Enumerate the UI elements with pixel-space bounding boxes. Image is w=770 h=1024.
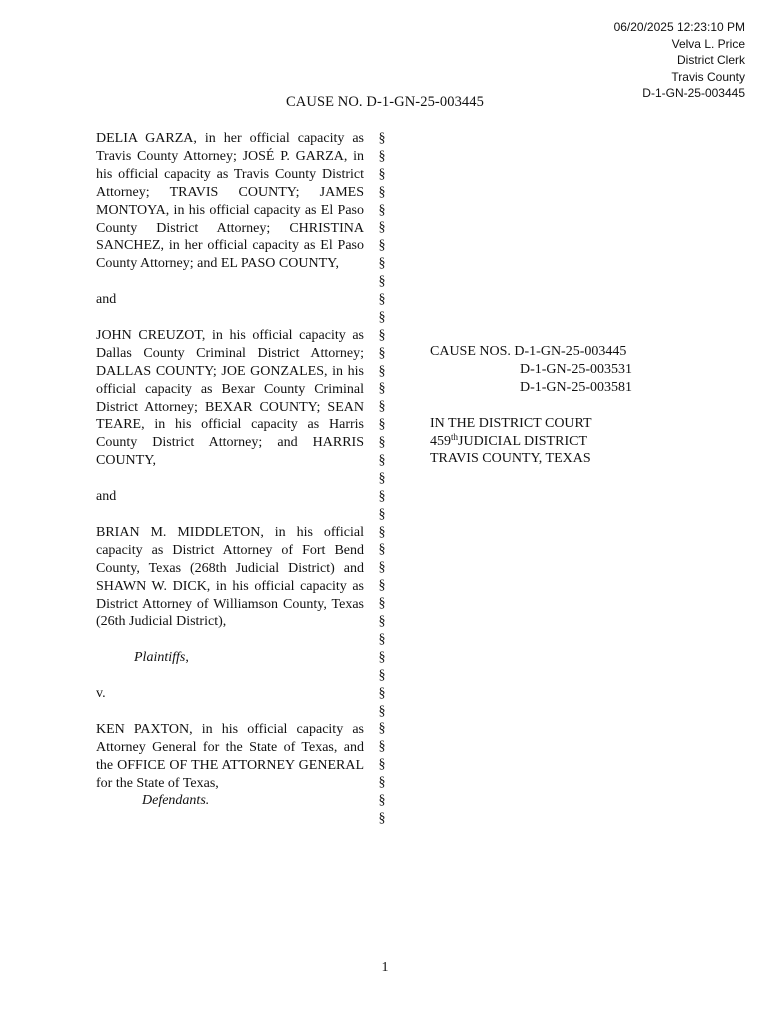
section-symbol: § — [378, 560, 386, 576]
stamp-datetime: 06/20/2025 12:23:10 PM — [613, 20, 745, 34]
section-symbol: § — [378, 721, 386, 737]
plaintiff-group-2: JOHN CREUZOT, in his official capacity as Dallas County Criminal District Attorney; DALLAS COUNTY; JOE GONZALES, in his official capacity as Bexar County Criminal District Attorney; BEXAR COUNTY; SEAN TEARE, in his official capacity as Harris County District Attorney; and HARRIS COUNTY, — [96, 327, 364, 469]
section-symbol: § — [378, 488, 386, 504]
section-symbol: § — [378, 381, 386, 397]
section-symbol: § — [378, 775, 386, 791]
section-symbol: § — [378, 470, 386, 486]
court-county: TRAVIS COUNTY, TEXAS — [430, 451, 591, 467]
plaintiffs-label: Plaintiffs — [134, 650, 186, 666]
section-symbol: § — [378, 524, 386, 540]
section-symbol: § — [378, 810, 386, 826]
section-symbol: § — [378, 220, 386, 236]
section-symbol: § — [378, 614, 386, 630]
section-symbol: § — [378, 256, 386, 272]
court-caption — [430, 343, 660, 468]
stamp-case-number: D-1-GN-25-003445 — [642, 86, 745, 101]
conjunction-and-2: and — [96, 489, 117, 505]
plaintiff-group-1: DELIA GARZA, in her official capacity as Travis County Attorney; JOSÉ P. GARZA, in his official capacity as Travis County District Attorney; TRAVIS COUNTY; JAMES MONTOYA, in his official capacity as El Paso County District Attorney; CHRISTINA SANCHEZ, in her official capacity as El Paso County Attorney; and EL PASO COUNTY, — [96, 131, 364, 272]
section-symbol: § — [378, 399, 386, 415]
section-symbol: § — [378, 292, 386, 308]
plaintiffs-suffix: , — [185, 650, 189, 666]
conjunction-and-1: and — [96, 292, 117, 308]
district-label: JUDICIAL DISTRICT — [458, 433, 587, 449]
section-symbol: § — [378, 757, 386, 773]
defendant-group: KEN PAXTON, in his official capacity as Attorney General for the State of Texas, and the OFFICE OF THE ATTORNEY GENERAL for the State of Texas, — [96, 721, 364, 791]
section-symbol: § — [378, 274, 386, 290]
section-symbol: § — [378, 148, 386, 164]
district-number: 459 — [430, 433, 451, 449]
section-symbol: § — [378, 131, 386, 146]
stamp-county: Travis County — [671, 69, 745, 84]
plaintiffs-label-line — [96, 649, 364, 667]
section-symbol: § — [378, 685, 386, 701]
section-symbol: § — [378, 184, 386, 200]
page-number: 1 — [381, 960, 389, 975]
section-symbol: § — [378, 309, 386, 325]
section-symbol: § — [378, 667, 386, 683]
section-symbol: § — [378, 703, 386, 719]
section-symbol: § — [378, 542, 386, 558]
section-symbol: § — [378, 792, 386, 808]
section-symbol: § — [378, 649, 386, 665]
section-symbol: § — [378, 453, 386, 469]
section-symbol: § — [378, 363, 386, 379]
section-symbol: § — [378, 238, 386, 254]
section-symbol: § — [378, 578, 386, 594]
section-symbol: § — [378, 631, 386, 647]
cause-numbers-line-1: CAUSE NOS. D-1-GN-25-003445 — [430, 344, 627, 359]
plaintiff-group-3: BRIAN M. MIDDLETON, in his official capacity as District Attorney of Fort Bend County, Texas (268th Judicial District) and SHAWN W. DICK, in his official capacity as District Attorney of Williamson County, Texas (26th Judicial District), — [96, 524, 364, 630]
cause-numbers-line-2: D-1-GN-25-003531 — [520, 361, 632, 377]
cause-numbers-line-3: D-1-GN-25-003581 — [520, 379, 632, 395]
defendants-label: Defendants. — [142, 793, 210, 809]
section-symbol: § — [378, 506, 386, 522]
section-symbol: § — [378, 202, 386, 218]
section-symbol: § — [378, 435, 386, 451]
section-symbol: § — [378, 596, 386, 612]
cause-number-title: CAUSE NO. D-1-GN-25-003445 — [286, 94, 484, 110]
filing-stamp — [614, 19, 745, 102]
section-symbol-column — [375, 130, 389, 828]
section-symbol: § — [378, 327, 386, 343]
district-ordinal: th — [451, 431, 459, 442]
stamp-clerk-title: District Clerk — [677, 53, 745, 68]
party-caption — [96, 130, 364, 810]
section-symbol: § — [378, 345, 386, 361]
section-symbol: § — [378, 166, 386, 182]
versus: v. — [96, 686, 106, 701]
stamp-clerk-name: Velva L. Price — [671, 36, 745, 51]
judicial-district — [430, 433, 660, 451]
section-symbol: § — [378, 739, 386, 755]
section-symbol: § — [378, 417, 386, 433]
court-name: IN THE DISTRICT COURT — [430, 415, 592, 431]
